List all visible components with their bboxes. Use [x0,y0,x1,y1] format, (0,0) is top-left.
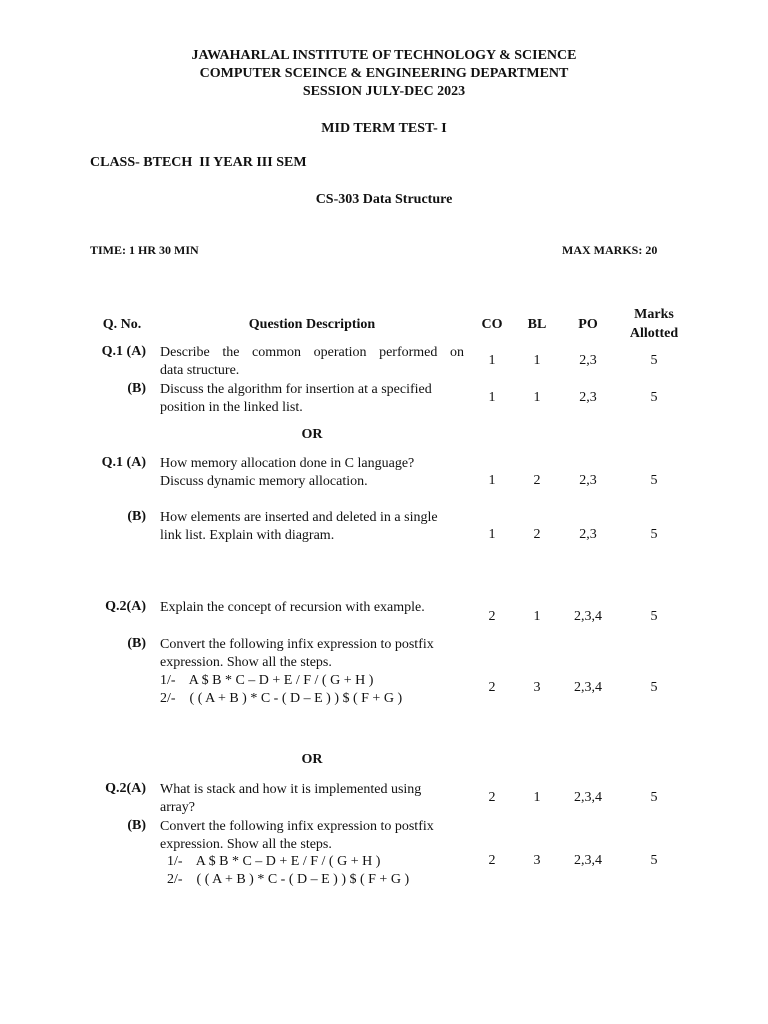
question-number: Q.1 (A) [101,344,146,359]
question-number: (B) [127,381,146,396]
question-line: expression. Show all the steps. [160,836,332,852]
co-value: 2 [488,853,496,868]
session: SESSION JULY-DEC 2023 [302,84,466,99]
bl-value: 2 [533,473,541,488]
time-info: TIME: 1 HR 30 MIN [90,243,199,257]
question-line: array? [160,799,195,815]
class-info: CLASS- BTECH II YEAR III SEM [90,155,307,170]
bl-value: 3 [533,853,541,868]
question-line: position in the linked list. [160,399,303,415]
question-number: (B) [127,509,146,524]
bl-value: 2 [533,527,541,542]
or-separator: OR [301,427,323,442]
po-value: 2,3,4 [574,790,602,805]
co-value: 1 [488,353,496,368]
marks-value: 5 [650,790,658,805]
po-value: 2,3,4 [574,853,602,868]
header-po: PO [578,317,598,332]
marks-value: 5 [650,390,658,405]
question-line: Discuss the algorithm for insertion at a specified [160,382,432,397]
marks-value: 5 [650,680,658,695]
question-line: Convert the following infix expression to postfix [160,637,434,652]
max-marks: MAX MARKS: 20 [562,243,658,257]
question-number: (B) [127,818,146,833]
question-text [160,455,464,490]
question-number: (B) [127,636,146,651]
po-value: 2,3,4 [574,680,602,695]
marks-value: 5 [650,473,658,488]
po-value: 2,3 [579,527,597,542]
question-number: Q.2(A) [105,781,146,796]
marks-value: 5 [650,609,658,624]
expression-1: 1/- A $ B * C – D + E / F / ( G + H ) [167,854,381,869]
header-marks-line1: Marks [634,307,674,322]
marks-value: 5 [650,527,658,542]
header-qno: Q. No. [102,317,142,332]
question-text [160,599,464,617]
test-title: MID TERM TEST- I [321,121,447,136]
expression-2: 2/- ( ( A + B ) * C - ( D – E ) ) $ ( F + G ) [167,872,410,887]
question-text [160,509,464,544]
question-line: expression. Show all the steps. [160,654,332,670]
subject-title: CS-303 Data Structure [315,192,453,207]
co-value: 2 [488,680,496,695]
marks-value: 5 [650,853,658,868]
question-line: Explain the concept of recursion with example. [160,600,425,615]
header-co: CO [481,317,503,332]
co-value: 2 [488,790,496,805]
question-line: What is stack and how it is implemented using [160,782,422,797]
question-line: Discuss dynamic memory allocation. [160,473,368,489]
marks-value: 5 [650,353,658,368]
question-text [160,636,464,671]
question-line: How memory allocation done in C language? [160,456,415,471]
bl-value: 1 [533,609,541,624]
question-line: Convert the following infix expression to postfix [160,819,434,834]
question-line: Describe the common operation performed on [160,345,464,360]
co-value: 2 [488,609,496,624]
question-line: How elements are inserted and deleted in a single [160,510,438,525]
po-value: 2,3 [579,353,597,368]
expression-2: 2/- ( ( A + B ) * C - ( D – E ) ) $ ( F + G ) [160,691,403,706]
co-value: 1 [488,390,496,405]
question-line: data structure. [160,362,240,378]
po-value: 2,3 [579,473,597,488]
question-text [160,818,464,853]
question-number: Q.1 (A) [101,455,146,470]
bl-value: 1 [533,790,541,805]
co-value: 1 [488,527,496,542]
question-text [160,781,464,816]
question-number: Q.2(A) [105,599,146,614]
institute-name: JAWAHARLAL INSTITUTE OF TECHNOLOGY & SCIENCE [191,48,577,63]
expression-1: 1/- A $ B * C – D + E / F / ( G + H ) [160,673,374,688]
header-bl: BL [527,317,547,332]
department-name: COMPUTER SCEINCE & ENGINEERING DEPARTMENT [199,66,569,81]
bl-value: 1 [533,390,541,405]
co-value: 1 [488,473,496,488]
question-line: link list. Explain with diagram. [160,527,335,543]
po-value: 2,3 [579,390,597,405]
bl-value: 3 [533,680,541,695]
header-marks-line2: Allotted [629,326,679,341]
po-value: 2,3,4 [574,609,602,624]
header-marks [614,305,694,343]
header-description: Question Description [248,317,376,332]
or-separator: OR [301,752,323,767]
question-text [160,381,464,416]
question-text [160,344,464,379]
bl-value: 1 [533,353,541,368]
